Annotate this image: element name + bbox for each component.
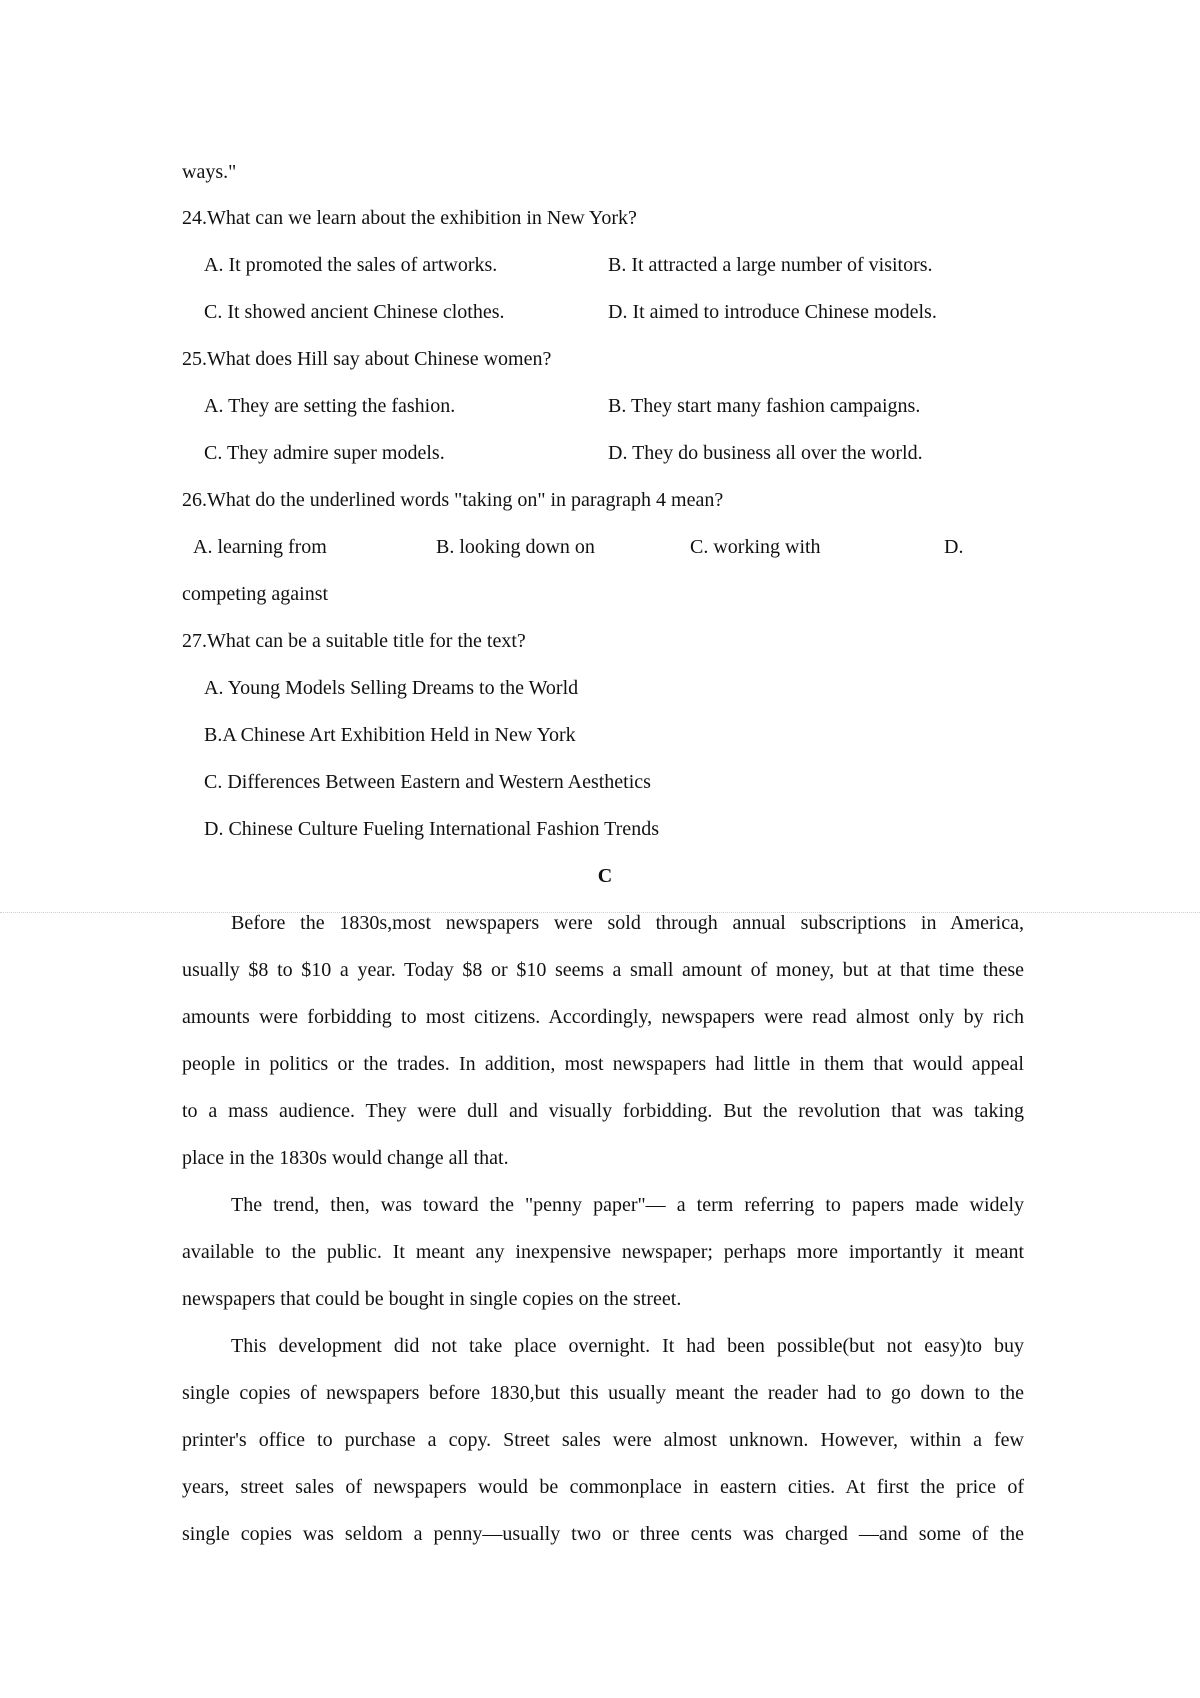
continued-text: ways." xyxy=(182,161,237,183)
underlined-words: "taking on" xyxy=(454,489,546,511)
passage-line: printer's office to purchase a copy. Street sales were almost unknown. However, within a few xyxy=(182,1429,1024,1451)
question-25-option-a: A. They are setting the fashion. xyxy=(204,395,456,417)
question-24-option-c: C. It showed ancient Chinese clothes. xyxy=(204,301,505,323)
question-26-option-b: B. looking down on xyxy=(436,536,595,558)
passage-line: The trend, then, was toward the "penny paper"— a term referring to papers made widely xyxy=(231,1194,1024,1216)
question-24-stem: 24.What can we learn about the exhibition in New York? xyxy=(182,207,637,229)
question-24-option-a: A. It promoted the sales of artworks. xyxy=(204,254,498,276)
passage-line: to a mass audience. They were dull and visually forbidding. But the revolution that was taking xyxy=(182,1100,1024,1122)
passage-line: single copies of newspapers before 1830,but this usually meant the reader had to go down to the xyxy=(182,1382,1024,1404)
passage-line: newspapers that could be bought in single copies on the street. xyxy=(182,1288,682,1310)
question-26-option-d-text: competing against xyxy=(182,583,329,605)
passage-line: place in the 1830s would change all that. xyxy=(182,1147,509,1169)
question-26-option-c: C. working with xyxy=(690,536,821,558)
question-27-option-c: C. Differences Between Eastern and Western Aesthetics xyxy=(204,771,651,793)
question-25-option-c: C. They admire super models. xyxy=(204,442,445,464)
question-25-stem: 25.What does Hill say about Chinese women? xyxy=(182,348,552,370)
question-27-option-d: D. Chinese Culture Fueling International Fashion Trends xyxy=(204,818,659,840)
passage-line: Before the 1830s,most newspapers were sold through annual subscriptions in America, xyxy=(231,912,1024,934)
section-heading: C xyxy=(597,865,613,887)
passage-line: usually $8 to $10 a year. Today $8 or $10 seems a small amount of money, but at that time these xyxy=(182,959,1024,981)
passage-line: single copies was seldom a penny—usually two or three cents was charged —and some of the xyxy=(182,1523,1024,1545)
passage-line: This development did not take place overnight. It had been possible(but not easy)to buy xyxy=(231,1335,1024,1357)
question-26-stem: 26.What do the underlined words "taking on" in paragraph 4 mean? xyxy=(182,489,724,511)
passage-line: available to the public. It meant any inexpensive newspaper; perhaps more importantly it meant xyxy=(182,1241,1024,1263)
question-26-option-a: A. learning from xyxy=(193,536,327,558)
question-25-option-b: B. They start many fashion campaigns. xyxy=(608,395,921,417)
question-27-option-b: B.A Chinese Art Exhibition Held in New York xyxy=(204,724,576,746)
passage-line: years, street sales of newspapers would be commonplace in eastern cities. At first the price of xyxy=(182,1476,1024,1498)
question-24-option-d: D. It aimed to introduce Chinese models. xyxy=(608,301,937,323)
question-26-option-d-label: D. xyxy=(944,536,964,558)
question-27-stem: 27.What can be a suitable title for the text? xyxy=(182,630,526,652)
passage-line: amounts were forbidding to most citizens. Accordingly, newspapers were read almost only by rich xyxy=(182,1006,1024,1028)
question-27-option-a: A. Young Models Selling Dreams to the World xyxy=(204,677,579,699)
question-25-option-d: D. They do business all over the world. xyxy=(608,442,923,464)
question-24-option-b: B. It attracted a large number of visitors. xyxy=(608,254,933,276)
passage-line: people in politics or the trades. In addition, most newspapers had little in them that would appeal xyxy=(182,1053,1024,1075)
